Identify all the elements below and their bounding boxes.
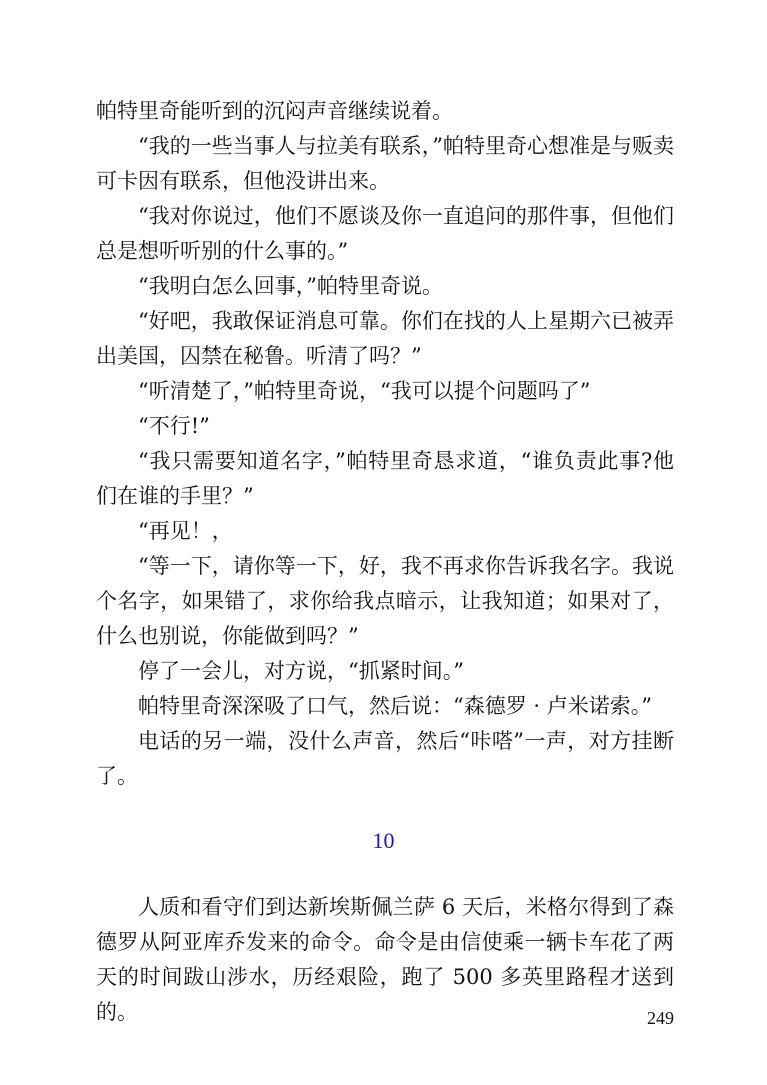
paragraph: “不行!” <box>138 414 210 438</box>
paragraph: 帕特里奇深深吸了口气，然后说：“森德罗 · 卢米诺索。” <box>138 694 652 718</box>
chapter-heading: 10 <box>372 828 395 853</box>
paragraph: “好吧，我敢保证消息可靠。你们在找的人上星期六已被弄出美国，囚禁在秘鲁。听清了吗？” <box>96 309 674 368</box>
paragraph: 停了一会儿，对方说，“抓紧时间。” <box>138 659 464 683</box>
paragraph: “再见！， <box>138 519 233 543</box>
body-text <box>96 94 674 794</box>
paragraph: 电话的另一端，没什么声音，然后“咔嗒”一声，对方挂断了。 <box>96 729 674 788</box>
paragraph: 帕特里奇能听到的沉闷声音继续说着。 <box>96 99 453 123</box>
paragraph: “听清楚了，”帕特里奇说，“我可以提个问题吗了” <box>138 379 591 403</box>
page-number: 249 <box>647 1008 674 1028</box>
paragraph: “我只需要知道名字，”帕特里奇恳求道，“谁负责此事?他们在谁的手里？” <box>96 449 674 508</box>
paragraph: “我明白怎么回事，”帕特里奇说。 <box>138 274 443 298</box>
paragraph: “我对你说过，他们不愿谈及你一直追问的那件事，但他们总是想听听别的什么事的。” <box>96 204 674 263</box>
paragraph: “等一下，请你等一下，好，我不再求你告诉我名字。我说个名字，如果错了，求你给我点暗示，让我知道；如果对了，什么也别说，你能做到吗？” <box>96 554 674 648</box>
paragraph: “我的一些当事人与拉美有联系，”帕特里奇心想准是与贩卖可卡因有联系，但他没讲出来。 <box>96 134 674 193</box>
paragraph: 人质和看守们到达新埃斯佩兰萨 6 天后，米格尔得到了森德罗从阿亚库乔发来的命令。命令是由信使乘一辆卡车花了两天的时间跋山涉水，历经艰险，跑了 500 多英里路程才送到的。 <box>96 895 674 1024</box>
chapter-body-text <box>96 890 674 1030</box>
